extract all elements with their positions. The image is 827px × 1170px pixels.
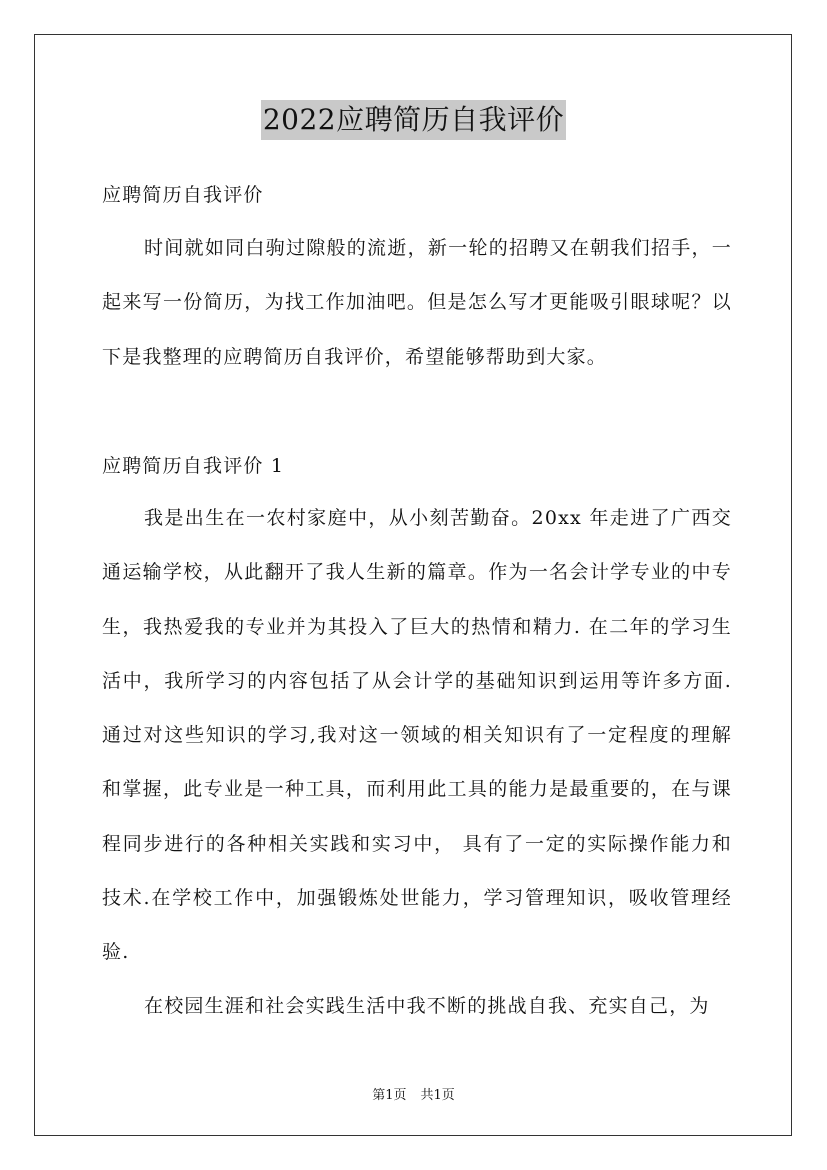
page-total: 共1页 (420, 1088, 455, 1103)
page-number: 第1页 (372, 1088, 407, 1103)
document-title: 2022应聘简历自我评价 (261, 100, 566, 140)
intro-paragraph: 时间就如同白驹过隙般的流逝，新一轮的招聘又在朝我们招手，一起来写一份简历，为找工作加油吧。但是怎么写才更能吸引眼球呢？以下是我整理的应聘简历自我评价，希望能够帮助到大家。 (102, 237, 732, 368)
title-container (0, 100, 827, 140)
section1-paragraph-1: 我是出生在一农村家庭中，从小刻苦勤奋。20xx 年走进了广西交通运输学校，从此翻开了我人生新的篇章。作为一名会计学专业的中专生，我热爱我的专业并为其投入了巨大的热情和精力. 在二年的学习生活中，我所学习的内容包括了从会计学的基础知识到运用等许多方面.通过对这些知识的学习,我对这一领域的相关知识有了一定程度的理解和掌握，此专业是一种工具，而利用此工具的能力是最重要的，在与课程同步进行的各种相关实践和实习中， 具有了一定的实际操作能力和技术.在学校工作中，加强锻炼处世能力，学习管理知识，吸收管理经验. (102, 507, 732, 964)
section1-heading: 应聘简历自我评价 1 (102, 455, 285, 477)
section1-paragraph-2: 在校园生涯和社会实践生活中我不断的挑战自我、充实自己，为 (144, 995, 710, 1017)
intro-heading: 应聘简历自我评价 (102, 184, 264, 206)
page-footer (0, 1084, 827, 1103)
